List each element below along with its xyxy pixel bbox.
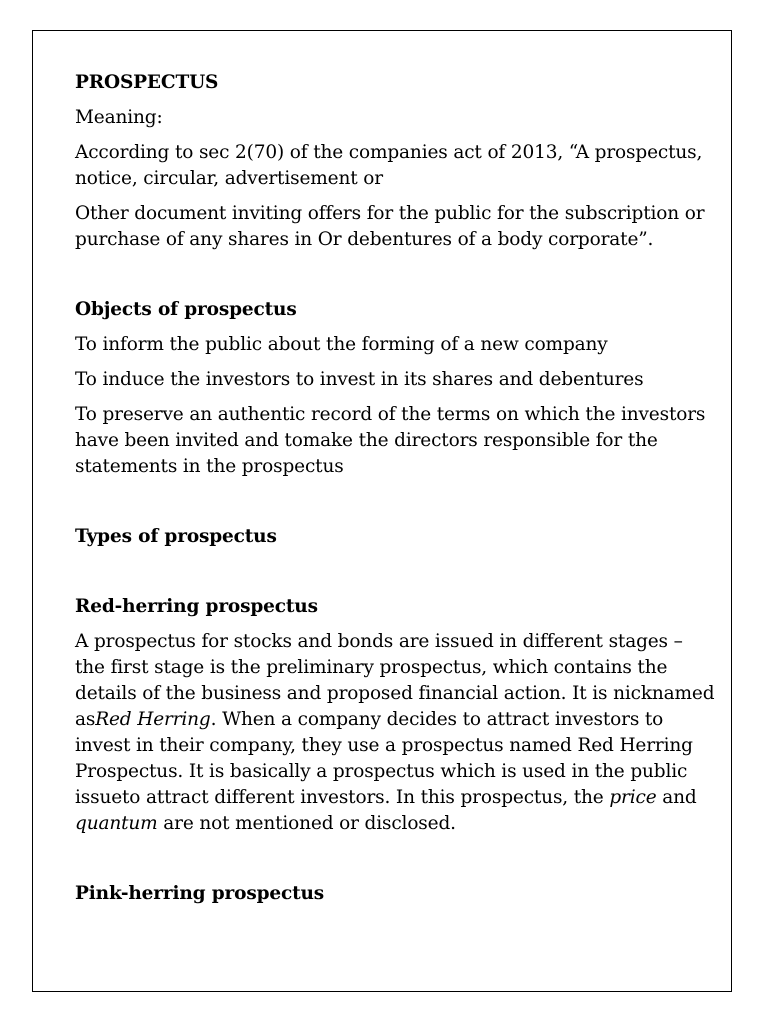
pink-herring-heading: Pink-herring prospectus <box>75 883 325 904</box>
document-body <box>75 70 715 907</box>
objects-item: To induce the investors to invest in its shares and debentures <box>75 369 644 390</box>
red-herring-paragraph <box>75 629 715 837</box>
objects-item: To preserve an authentic record of the terms on which the investors have been invited and tomake the directors responsible for the statements in the prospectus <box>75 404 706 477</box>
price-italic-term: price <box>609 787 657 808</box>
quantum-italic-term: quantum <box>75 813 158 834</box>
red-herring-text: are not mentioned or disclosed. <box>157 813 456 834</box>
meaning-label: Meaning: <box>75 107 163 128</box>
document-title: PROSPECTUS <box>75 72 219 93</box>
definition-paragraph-2: Other document inviting offers for the public for the subscription or purchase of any shares in Or debentures of a body corporate”. <box>75 203 705 250</box>
objects-item: To inform the public about the forming of a new company <box>75 334 608 355</box>
red-herring-heading: Red-herring prospectus <box>75 596 318 617</box>
red-herring-text: A prospectus for stocks and bonds are issued in different stages – the first stage is the preliminary prospectus, which contains the details of the business and proposed financial action. It is nicknamed as <box>75 631 715 730</box>
types-heading: Types of prospectus <box>75 526 277 547</box>
red-herring-text: and <box>656 787 697 808</box>
objects-heading: Objects of prospectus <box>75 299 297 320</box>
definition-paragraph-1: According to sec 2(70) of the companies act of 2013, “A prospectus, notice, circular, advertisement or <box>75 142 703 189</box>
red-herring-italic-term: Red Herring <box>95 709 211 730</box>
red-herring-text: . When a company decides to attract investors to invest in their company, they use a prospectus named Red Herring Prospectus. It is basically a prospectus which is used in the public issueto attract different investors. In this prospectus, the <box>75 709 693 808</box>
